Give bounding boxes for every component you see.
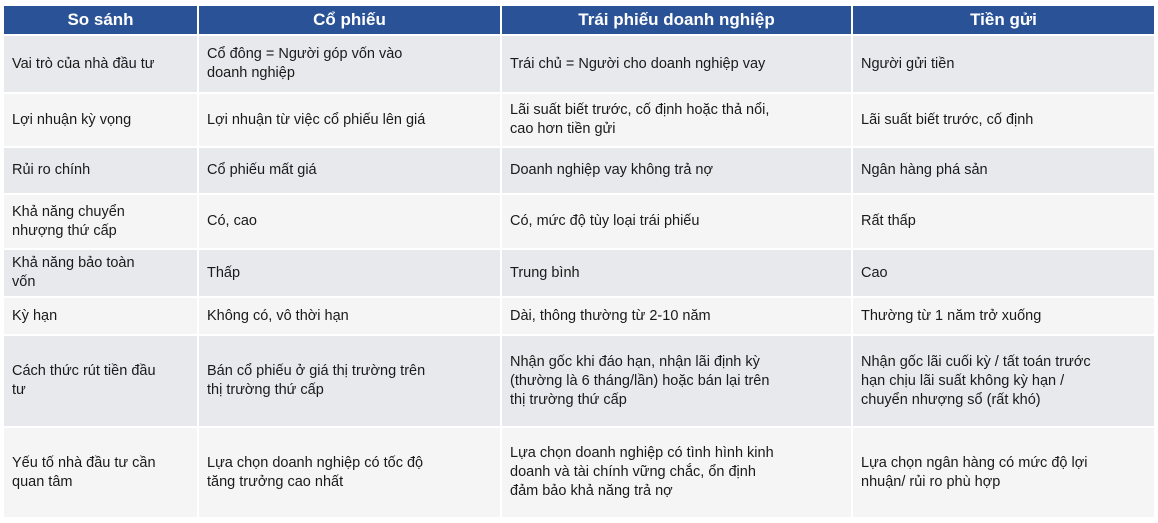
deposit-cell: Thường từ 1 năm trở xuống <box>853 298 1154 334</box>
deposit-cell: Lựa chọn ngân hàng có mức độ lợi nhuận/ rủi ro phù hợp <box>853 428 1154 517</box>
table-row <box>4 148 1154 193</box>
stock-cell: Có, cao <box>199 195 500 248</box>
deposit-cell: Nhận gốc lãi cuối kỳ / tất toán trước hạn chịu lãi suất không kỳ hạn / chuyển nhượng sổ (rất khó) <box>853 336 1154 426</box>
stock-cell: Thấp <box>199 250 500 296</box>
deposit-cell: Người gửi tiền <box>853 36 1154 92</box>
table-row <box>4 250 1154 296</box>
table-header-row <box>4 6 1154 34</box>
table-row <box>4 94 1154 146</box>
bond-cell: Doanh nghiệp vay không trả nợ <box>502 148 851 193</box>
bond-cell: Có, mức độ tùy loại trái phiếu <box>502 195 851 248</box>
header-deposit: Tiền gửi <box>853 6 1154 34</box>
table-row <box>4 336 1154 426</box>
header-stock: Cổ phiếu <box>199 6 500 34</box>
row-label: Kỳ hạn <box>4 298 197 334</box>
stock-cell: Lựa chọn doanh nghiệp có tốc độ tăng trưởng cao nhất <box>199 428 500 517</box>
deposit-cell: Rất thấp <box>853 195 1154 248</box>
header-corporate-bond: Trái phiếu doanh nghiệp <box>502 6 851 34</box>
deposit-cell: Lãi suất biết trước, cố định <box>853 94 1154 146</box>
deposit-cell: Cao <box>853 250 1154 296</box>
row-label: Khả năng bảo toàn vốn <box>4 250 197 296</box>
stock-cell: Không có, vô thời hạn <box>199 298 500 334</box>
bond-cell: Lựa chọn doanh nghiệp có tình hình kinh doanh và tài chính vững chắc, ổn định đảm bảo khả năng trả nợ <box>502 428 851 517</box>
header-criteria: So sánh <box>4 6 197 34</box>
stock-cell: Lợi nhuận từ việc cổ phiếu lên giá <box>199 94 500 146</box>
bond-cell: Nhận gốc khi đáo hạn, nhận lãi định kỳ (thường là 6 tháng/lần) hoặc bán lại trên thị trường thứ cấp <box>502 336 851 426</box>
table-row <box>4 195 1154 248</box>
row-label: Lợi nhuận kỳ vọng <box>4 94 197 146</box>
table-row <box>4 298 1154 334</box>
table-row <box>4 36 1154 92</box>
bond-cell: Trái chủ = Người cho doanh nghiệp vay <box>502 36 851 92</box>
row-label: Cách thức rút tiền đầu tư <box>4 336 197 426</box>
comparison-table <box>2 4 1156 519</box>
stock-cell: Bán cổ phiếu ở giá thị trường trên thị trường thứ cấp <box>199 336 500 426</box>
deposit-cell: Ngân hàng phá sản <box>853 148 1154 193</box>
stock-cell: Cổ phiếu mất giá <box>199 148 500 193</box>
row-label: Vai trò của nhà đầu tư <box>4 36 197 92</box>
table-row <box>4 428 1154 517</box>
bond-cell: Dài, thông thường từ 2-10 năm <box>502 298 851 334</box>
stock-cell: Cổ đông = Người góp vốn vào doanh nghiệp <box>199 36 500 92</box>
bond-cell: Lãi suất biết trước, cố định hoặc thả nổi, cao hơn tiền gửi <box>502 94 851 146</box>
bond-cell: Trung bình <box>502 250 851 296</box>
row-label: Rủi ro chính <box>4 148 197 193</box>
row-label: Yếu tố nhà đầu tư cần quan tâm <box>4 428 197 517</box>
row-label: Khả năng chuyển nhượng thứ cấp <box>4 195 197 248</box>
